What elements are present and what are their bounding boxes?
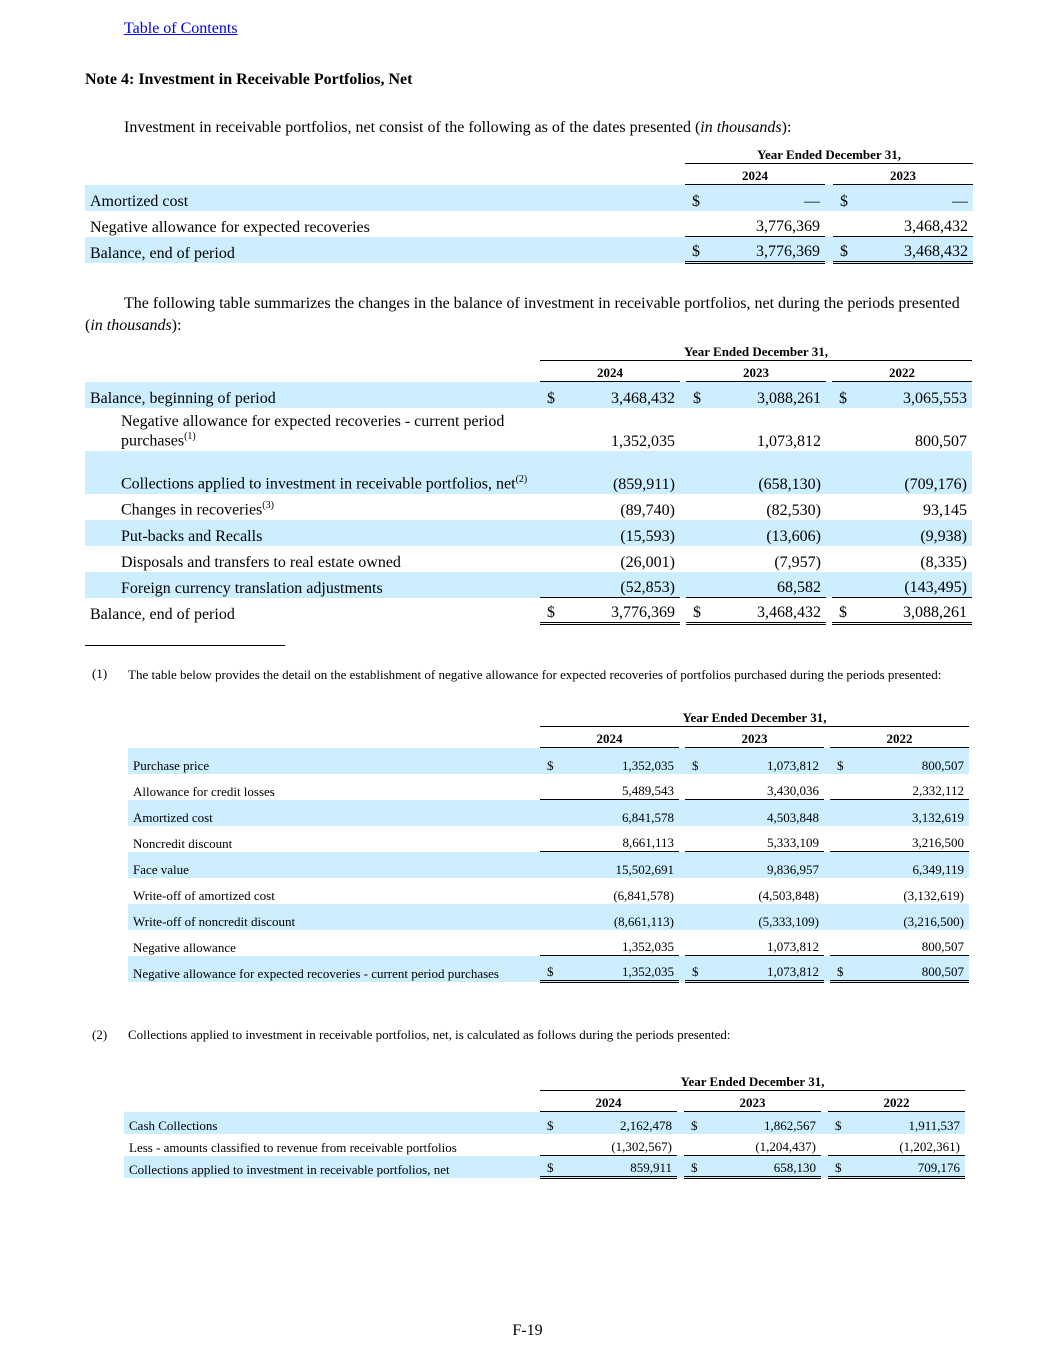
cell-value: 859,911 <box>558 1156 677 1178</box>
gap <box>825 211 833 237</box>
currency-symbol <box>830 800 848 826</box>
cell-value: 6,841,578 <box>558 800 679 826</box>
year-header: 2023 <box>686 361 826 382</box>
row-label-text: Allowance for credit losses <box>133 783 275 799</box>
currency-symbol <box>540 826 558 852</box>
cell-value: 1,073,812 <box>703 956 824 982</box>
table-header-row <box>128 706 969 727</box>
cell-value: 1,073,812 <box>703 930 824 956</box>
row-label-text: Negative allowance for expected recoveries - current period purchases <box>121 413 505 450</box>
table-row <box>85 185 973 211</box>
row-label <box>85 211 685 237</box>
cell-value: (658,130) <box>704 451 826 494</box>
footnote-ref: (3) <box>262 500 274 512</box>
row-label-text: Collections applied to investment in receivable portfolios, net <box>121 475 516 493</box>
currency-symbol: $ <box>685 748 703 774</box>
cell-value: 3,088,261 <box>850 598 972 624</box>
year-header: 2022 <box>828 1091 965 1112</box>
year-header: 2023 <box>684 1091 821 1112</box>
row-label <box>124 1112 540 1134</box>
table2-grid <box>85 340 972 625</box>
cell-value: 5,333,109 <box>703 826 824 852</box>
cell-value: (13,606) <box>704 520 826 546</box>
currency-symbol <box>830 878 848 904</box>
row-label <box>85 237 685 263</box>
table-row <box>124 1112 965 1134</box>
gap <box>825 185 833 211</box>
currency-symbol <box>686 408 704 451</box>
currency-symbol: $ <box>540 956 558 982</box>
table-row <box>85 211 973 237</box>
currency-symbol <box>832 520 850 546</box>
row-label-text: Purchase price <box>133 757 210 773</box>
row-label-text: Negative allowance for expected recoveries <box>90 218 370 236</box>
currency-symbol <box>684 1134 702 1156</box>
year-header-row <box>124 1091 965 1112</box>
cell-value: 93,145 <box>923 501 967 519</box>
row-label <box>124 1156 540 1178</box>
cell-value: 800,507 <box>848 748 969 774</box>
cell-value: 800,507 <box>915 432 967 450</box>
row-label <box>85 598 540 624</box>
row-label <box>85 494 540 520</box>
row-label <box>85 520 540 546</box>
gap <box>821 1112 828 1134</box>
row-label-text: Amortized cost <box>90 192 189 210</box>
cell-value: (4,503,848) <box>758 887 819 903</box>
cell-value: 3,468,432 <box>851 211 973 237</box>
currency-symbol <box>540 878 558 904</box>
row-label-text: Disposals and transfers to real estate owned <box>121 553 401 571</box>
currency-symbol <box>685 774 703 800</box>
cell-value: 3,216,500 <box>848 826 969 852</box>
currency-symbol <box>540 451 558 494</box>
intro-paragraph-2 <box>85 293 965 337</box>
gap <box>821 1091 828 1112</box>
cell-value: 3,776,369 <box>703 237 825 263</box>
cell-value: 2,332,112 <box>848 774 969 800</box>
cell-value: 3,468,432 <box>704 598 826 624</box>
gap <box>677 1134 684 1156</box>
currency-symbol <box>540 572 558 598</box>
footnote-1-text: The table below provides the detail on the establishment of negative allowance for expected recoveries of portfolios purchased during the periods presented: <box>128 667 942 682</box>
gap <box>677 1156 684 1178</box>
currency-symbol <box>832 572 850 598</box>
table-header-row <box>124 1070 965 1091</box>
currency-symbol <box>686 572 704 598</box>
cell-value: (9,938) <box>850 520 972 546</box>
header-spacer <box>85 340 540 361</box>
table-row <box>128 904 969 930</box>
row-label <box>128 878 540 904</box>
row-label <box>124 1134 540 1156</box>
row-label-text: Cash Collections <box>129 1117 218 1133</box>
currency-symbol <box>540 800 558 826</box>
currency-symbol <box>830 930 848 956</box>
row-label-text: Balance, end of period <box>90 605 235 623</box>
gap <box>825 237 833 263</box>
table4-grid <box>124 1070 965 1179</box>
cell-value: (3,132,619) <box>903 887 964 903</box>
gap <box>825 164 833 185</box>
row-label <box>128 930 540 956</box>
row-label-text: Negative allowance for expected recoveries - current period purchases <box>133 965 499 981</box>
year-header-row <box>85 361 972 382</box>
year-header: 2022 <box>830 727 969 748</box>
footnote-ref: (2) <box>515 474 528 486</box>
cell-value: 800,507 <box>848 930 969 956</box>
year-header-row <box>128 727 969 748</box>
currency-symbol <box>830 826 848 852</box>
row-label <box>128 774 540 800</box>
cell-value: 3,132,619 <box>848 800 969 826</box>
intro-end: ): <box>781 119 792 136</box>
cell-value: 15,502,691 <box>558 852 679 878</box>
currency-symbol <box>832 408 850 451</box>
header-spacer <box>85 361 540 382</box>
cell-value: (7,957) <box>774 553 821 571</box>
currency-symbol <box>832 451 850 494</box>
cell-value: 3,776,369 <box>703 211 825 237</box>
table-row <box>85 451 972 494</box>
cell-value: — <box>703 185 825 211</box>
currency-symbol <box>686 494 704 520</box>
intro-text: The following table summarizes the changes in the balance of investment in receivable portfolios, net during the periods presented ( <box>85 295 960 334</box>
cell-value: 2,162,478 <box>558 1112 677 1134</box>
currency-symbol: $ <box>685 237 703 263</box>
cell-value: (1,202,361) <box>846 1134 965 1156</box>
cell-value: 3,065,553 <box>850 382 972 408</box>
cell-value: 5,489,543 <box>558 774 679 800</box>
currency-symbol <box>830 904 848 930</box>
cell-value: 1,352,035 <box>558 748 679 774</box>
currency-symbol: $ <box>828 1112 846 1134</box>
year-header: 2024 <box>685 164 825 185</box>
cell-value: (8,661,113) <box>558 904 679 930</box>
row-label-text: Foreign currency translation adjustments <box>121 579 383 597</box>
gap <box>677 1112 684 1134</box>
cell-value: 3,468,432 <box>851 237 973 263</box>
table-row <box>128 852 969 878</box>
table-row <box>128 826 969 852</box>
currency-symbol <box>685 826 703 852</box>
currency-symbol: $ <box>685 956 703 982</box>
row-label-text: Balance, beginning of period <box>90 389 276 407</box>
currency-symbol <box>540 408 558 451</box>
cell-value: 1,073,812 <box>703 748 824 774</box>
year-header: 2022 <box>832 361 972 382</box>
currency-symbol <box>540 774 558 800</box>
cell-value: (143,495) <box>850 572 972 598</box>
cell-value: (52,853) <box>558 572 680 598</box>
row-label <box>85 408 540 451</box>
currency-symbol: $ <box>540 382 558 408</box>
cell-value: 3,468,432 <box>558 382 680 408</box>
cell-value: 4,503,848 <box>703 800 824 826</box>
cell-value: (82,530) <box>766 501 821 519</box>
cell-value: 1,073,812 <box>757 432 821 450</box>
table-of-contents-link[interactable]: Table of Contents <box>124 20 238 37</box>
currency-symbol: $ <box>830 956 848 982</box>
footnote-1-marker: (1) <box>92 666 108 681</box>
currency-symbol <box>830 774 848 800</box>
currency-symbol <box>685 878 703 904</box>
year-header: 2024 <box>540 361 680 382</box>
cell-value: 1,352,035 <box>611 432 675 450</box>
table-row <box>128 774 969 800</box>
row-label <box>128 800 540 826</box>
cell-value: (1,302,567) <box>558 1134 677 1156</box>
table1-grid <box>85 143 973 264</box>
gap <box>677 1091 684 1112</box>
intro-end: ): <box>171 317 182 334</box>
table-row <box>85 382 972 408</box>
currency-symbol: $ <box>833 237 851 263</box>
year-ended-header: Year Ended December 31, <box>540 1070 965 1091</box>
table-row <box>128 748 969 774</box>
intro-paragraph-1 <box>85 117 975 139</box>
currency-symbol <box>685 904 703 930</box>
row-label-text: Changes in recoveries <box>121 501 263 519</box>
intro-text: Investment in receivable portfolios, net consist of the following as of the dates presented ( <box>124 119 701 136</box>
row-label-text: Face value <box>133 861 189 877</box>
row-label-text: Amortized cost <box>133 809 213 825</box>
footnote-2-text: Collections applied to investment in receivable portfolios, net, is calculated as follows during the periods presented: <box>128 1027 731 1042</box>
row-label-text: Noncredit discount <box>133 835 233 851</box>
currency-symbol <box>685 852 703 878</box>
currency-symbol: $ <box>540 1156 558 1178</box>
cell-value: 9,836,957 <box>703 852 824 878</box>
row-label <box>85 185 685 211</box>
footnote-divider <box>85 645 285 646</box>
currency-symbol: $ <box>684 1112 702 1134</box>
footnote-2-marker: (2) <box>92 1027 108 1042</box>
cell-value: 68,582 <box>704 572 826 598</box>
cell-value: 1,352,035 <box>558 930 679 956</box>
cell-value: (26,001) <box>620 553 675 571</box>
year-header: 2023 <box>833 164 973 185</box>
currency-symbol <box>686 451 704 494</box>
gap <box>821 1156 828 1178</box>
cell-value: (6,841,578) <box>613 887 674 903</box>
row-label <box>128 748 540 774</box>
row-label-text: Put-backs and Recalls <box>121 527 263 545</box>
intro-emphasis: in thousands <box>700 119 782 136</box>
header-spacer <box>128 727 540 748</box>
cell-value: 3,776,369 <box>558 598 680 624</box>
table-header-row <box>85 340 972 361</box>
currency-symbol <box>686 546 704 572</box>
row-label <box>85 382 540 408</box>
currency-symbol: $ <box>828 1156 846 1178</box>
cell-value: 1,862,567 <box>702 1112 821 1134</box>
cell-value: (709,176) <box>850 451 972 494</box>
row-label-text: Write-off of amortized cost <box>133 887 275 903</box>
footnote-ref: (1) <box>184 431 196 443</box>
year-header-row <box>85 164 973 185</box>
currency-symbol: $ <box>540 1112 558 1134</box>
cell-value: 3,088,261 <box>704 382 826 408</box>
currency-symbol <box>540 1134 558 1156</box>
table-row <box>85 408 972 451</box>
header-spacer <box>128 706 540 727</box>
row-label-text: Less - amounts classified to revenue from receivable portfolios <box>129 1139 457 1155</box>
row-label <box>128 904 540 930</box>
currency-symbol <box>540 904 558 930</box>
row-label-text: Balance, end of period <box>90 244 235 262</box>
row-label-text: Write-off of noncredit discount <box>133 913 296 929</box>
table-row <box>85 572 972 598</box>
currency-symbol <box>685 211 703 237</box>
table-row <box>128 956 969 982</box>
intro-emphasis: in thousands <box>90 317 172 334</box>
cell-value: (5,333,109) <box>703 904 824 930</box>
row-label <box>128 852 540 878</box>
currency-symbol: $ <box>833 185 851 211</box>
cell-value: (15,593) <box>558 520 680 546</box>
cell-value: — <box>851 185 973 211</box>
cell-value: (859,911) <box>558 451 680 494</box>
cell-value: (1,204,437) <box>702 1134 821 1156</box>
cell-value: 3,430,036 <box>703 774 824 800</box>
cell-value: 1,352,035 <box>558 956 679 982</box>
table-row <box>85 546 972 572</box>
currency-symbol: $ <box>686 598 704 624</box>
currency-symbol <box>540 546 558 572</box>
currency-symbol <box>686 520 704 546</box>
table-row <box>124 1134 965 1156</box>
currency-symbol <box>833 211 851 237</box>
cell-value: 8,661,113 <box>558 826 679 852</box>
table-row <box>128 800 969 826</box>
year-header: 2024 <box>540 1091 677 1112</box>
cell-value: (8,335) <box>920 553 967 571</box>
currency-symbol <box>832 494 850 520</box>
currency-symbol: $ <box>830 748 848 774</box>
cell-value: 658,130 <box>702 1156 821 1178</box>
row-label <box>128 956 540 982</box>
currency-symbol <box>832 546 850 572</box>
currency-symbol: $ <box>832 598 850 624</box>
year-header: 2023 <box>685 727 824 748</box>
currency-symbol <box>828 1134 846 1156</box>
year-ended-header: Year Ended December 31, <box>685 143 973 164</box>
cell-value: 6,349,119 <box>848 852 969 878</box>
table-row <box>85 237 973 263</box>
table-row <box>124 1156 965 1178</box>
currency-symbol <box>540 852 558 878</box>
table-row <box>85 598 972 624</box>
header-spacer <box>124 1070 540 1091</box>
cell-value: 1,911,537 <box>846 1112 965 1134</box>
row-label <box>85 546 540 572</box>
note-title: Note 4: Investment in Receivable Portfolios, Net <box>85 71 413 88</box>
cell-value: (3,216,500) <box>848 904 969 930</box>
currency-symbol <box>540 520 558 546</box>
header-spacer <box>85 164 685 185</box>
currency-symbol: $ <box>686 382 704 408</box>
table-row <box>128 878 969 904</box>
table-row <box>128 930 969 956</box>
table-header-row <box>85 143 973 164</box>
row-label-text: Negative allowance <box>133 939 236 955</box>
currency-symbol <box>685 800 703 826</box>
currency-symbol <box>685 930 703 956</box>
header-spacer <box>124 1091 540 1112</box>
currency-symbol <box>830 852 848 878</box>
currency-symbol: $ <box>540 748 558 774</box>
header-spacer <box>85 143 685 164</box>
row-label <box>85 451 540 494</box>
table3-grid <box>128 706 969 983</box>
currency-symbol: $ <box>540 598 558 624</box>
cell-value: (89,740) <box>620 501 675 519</box>
currency-symbol <box>540 494 558 520</box>
currency-symbol <box>540 930 558 956</box>
gap <box>821 1134 828 1156</box>
year-header: 2024 <box>540 727 679 748</box>
table-row <box>85 520 972 546</box>
row-label <box>128 826 540 852</box>
currency-symbol: $ <box>684 1156 702 1178</box>
year-ended-header: Year Ended December 31, <box>540 340 972 361</box>
row-label-text: Collections applied to investment in receivable portfolios, net <box>129 1161 450 1177</box>
currency-symbol: $ <box>685 185 703 211</box>
table-row <box>85 494 972 520</box>
currency-symbol: $ <box>832 382 850 408</box>
page-number: F-19 <box>512 1322 543 1339</box>
cell-value: 800,507 <box>848 956 969 982</box>
year-ended-header: Year Ended December 31, <box>540 706 969 727</box>
cell-value: 709,176 <box>846 1156 965 1178</box>
row-label <box>85 572 540 598</box>
